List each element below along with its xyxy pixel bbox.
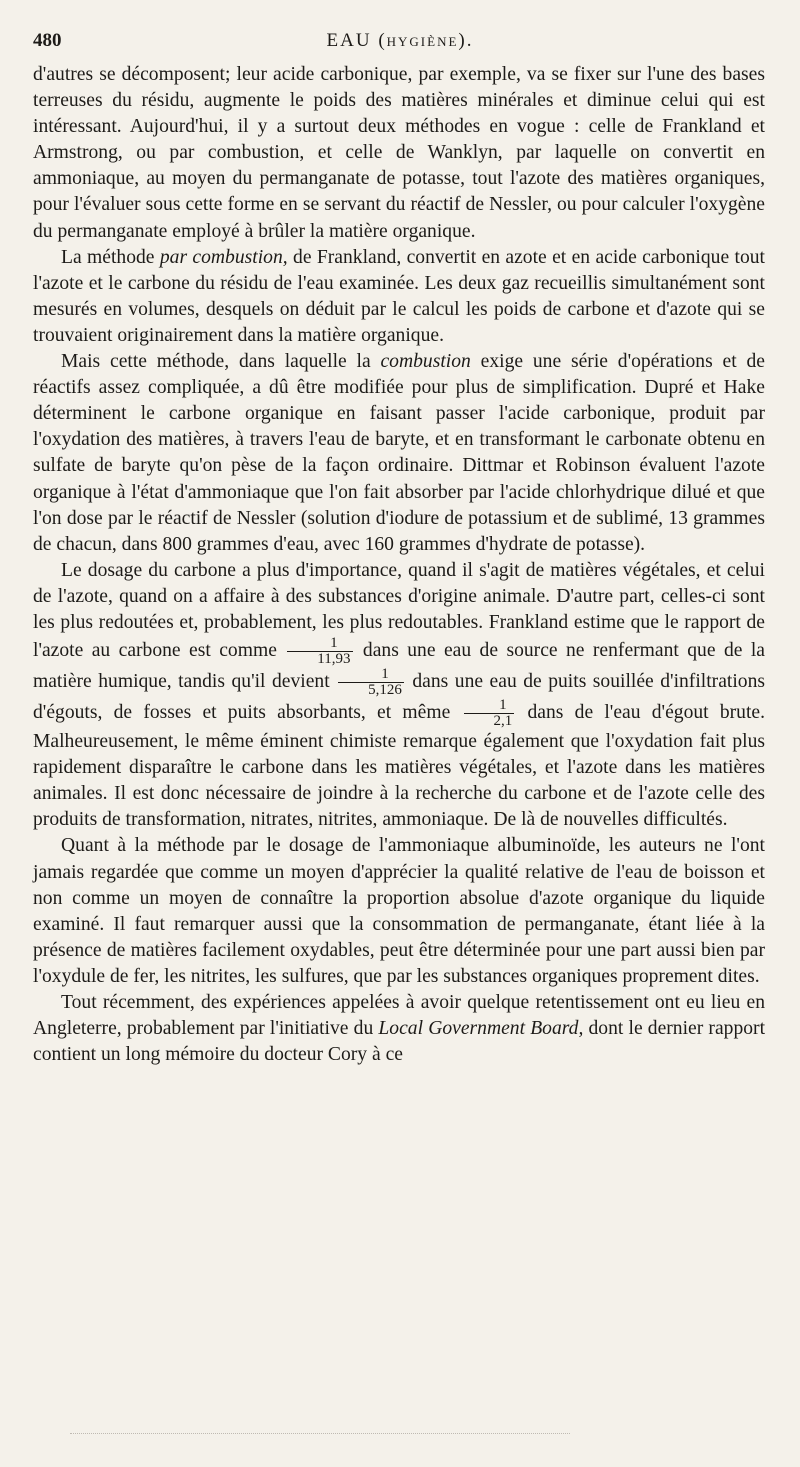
fraction-1-numerator: 1: [330, 635, 338, 652]
paragraph-2-emphasis: par combustion,: [159, 246, 288, 268]
running-title: [33, 30, 767, 52]
paragraph-2: [33, 245, 765, 349]
body-text: [33, 62, 765, 1068]
running-title-small-caps: HYGIÈNE: [386, 34, 459, 49]
paragraph-4-text-c: dans une eau de puits souillée d'infiltrations d'égouts, de fosses et puits absorbants, et même: [33, 671, 765, 724]
page-header: [33, 30, 767, 54]
paragraph-6-emphasis: Local Government Board,: [378, 1018, 584, 1040]
running-title-paren-close: ).: [458, 30, 474, 51]
paragraph-2-text-b: de Frankland, convertit en azote et en acide carbonique tout l'azote et le carbone du résidu de l'eau examinée. Les deux gaz recueillis simultanément sont mesurés en volumes, desquels on déduit par le calcul les poids de carbone et d'azote qui se trouvaient originairement dans la matière organique.: [33, 246, 766, 346]
paragraph-6-text-a: Tout récemment, des expériences appelées à avoir quelque retentissement ont eu lieu en Angleterre, probablement par l'initiative du: [33, 992, 765, 1040]
fraction-3: [464, 698, 515, 729]
fraction-2: [338, 667, 404, 698]
paragraph-2-text-a: La méthode: [61, 246, 160, 268]
page-number: 480: [33, 30, 62, 51]
paragraph-1: d'autres se décomposent; leur acide carbonique, par exemple, va se fixer sur l'une des bases terreuses du résidu, augmente le poids des matières minérales et diminue celui qui est intéressant. Aujourd'hui, il y a surtout deux méthodes en vogue : celle de Frankland et Armstrong, ou par combustion, et celle de Wanklyn, par laquelle on convertit en ammoniaque, au moyen du permanganate de potasse, tout l'azote des matières organiques, pour l'évaluer sous cette forme en se servant du réactif de Nessler, ou pour calculer l'oxygène du permanganate employé à brûler la matière organique.: [33, 64, 765, 242]
paragraph-4: [33, 558, 765, 834]
paragraph-6-text-b: dont le dernier rapport contient un long mémoire du docteur Cory à ce: [33, 1018, 766, 1066]
paragraph-3-text-b: exige une série d'opérations et de réactifs assez compliquée, a dû être modifiée pour plus de simplification. Dupré et Hake déterminent le carbone organique en faisant passer l'acide carbonique, produit par l'oxydation des matières, à travers l'eau de baryte, et en transformant le carbonate obtenu en sulfate de baryte qu'on pèse de la façon ordinaire. Dittmar et Robinson évaluent l'azote organique à l'état d'ammoniaque que l'on fait absorber par l'acide chlorhydrique dilué et que l'on dose par le réactif de Nessler (solution d'iodure de potassium et de sublimé, 13 grammes de chacun, dans 800 grammes d'eau, avec 160 grammes d'hydrate de potasse).: [33, 351, 765, 555]
footer-print-artifact: [70, 1433, 570, 1436]
paragraph-4-text-d: dans de l'eau d'égout brute. Malheureusement, le même éminent chimiste remarque également que l'oxydation fait plus rapidement disparaître le carbone dans les matières végétales, et l'azote dans les matières animales. Il est donc nécessaire de joindre à la recherche du carbone et de l'azote celle des produits de transformation, nitrates, nitrites, ammoniaque. De là de nouvelles difficultés.: [33, 702, 765, 831]
fraction-3-numerator: 1: [499, 697, 507, 714]
running-title-main: EAU: [326, 30, 372, 51]
paragraph-4-text-b: dans une eau de source ne renfermant que de la matière humique, tandis qu'il devient: [33, 640, 765, 693]
paragraph-3-text-a: Mais cette méthode, dans laquelle la: [61, 351, 381, 373]
paragraph-4-text-a: Le dosage du carbone a plus d'importance, quand il s'agit de matières végétales, et celui de l'azote, quand on a affaire à des substances d'origine animale. D'autre part, celles-ci sont les plus redoutées et, probablement, les plus redoutables. Frankland estime que le rapport de l'azote au carbone est comme: [33, 559, 765, 662]
paragraph-3-emphasis: combustion: [380, 351, 471, 373]
fraction-2-denominator: 5,126: [338, 682, 404, 698]
running-title-paren-open: (: [371, 30, 387, 51]
paragraph-6: [33, 990, 765, 1068]
paragraph-5: Quant à la méthode par le dosage de l'ammoniaque albuminoïde, les auteurs ne l'ont jamais regardée que comme un moyen d'apprécier la qualité relative de l'eau de boisson et non comme un moyen de connaître la proportion absolue d'azote organique du liquide examiné. Il faut remarquer aussi que la consommation de permanganate, étant liée à la présence de matières facilement oxydables, peut être déterminée pour une part aussi bien par l'oxydule de fer, les nitrites, les sulfures, que par les substances organiques proprement dites.: [33, 835, 765, 987]
paragraph-3: [33, 349, 765, 558]
fraction-3-denominator: 2,1: [464, 713, 515, 729]
fraction-1: [287, 636, 352, 667]
fraction-2-numerator: 1: [381, 666, 389, 683]
fraction-1-denominator: 11,93: [287, 651, 352, 667]
